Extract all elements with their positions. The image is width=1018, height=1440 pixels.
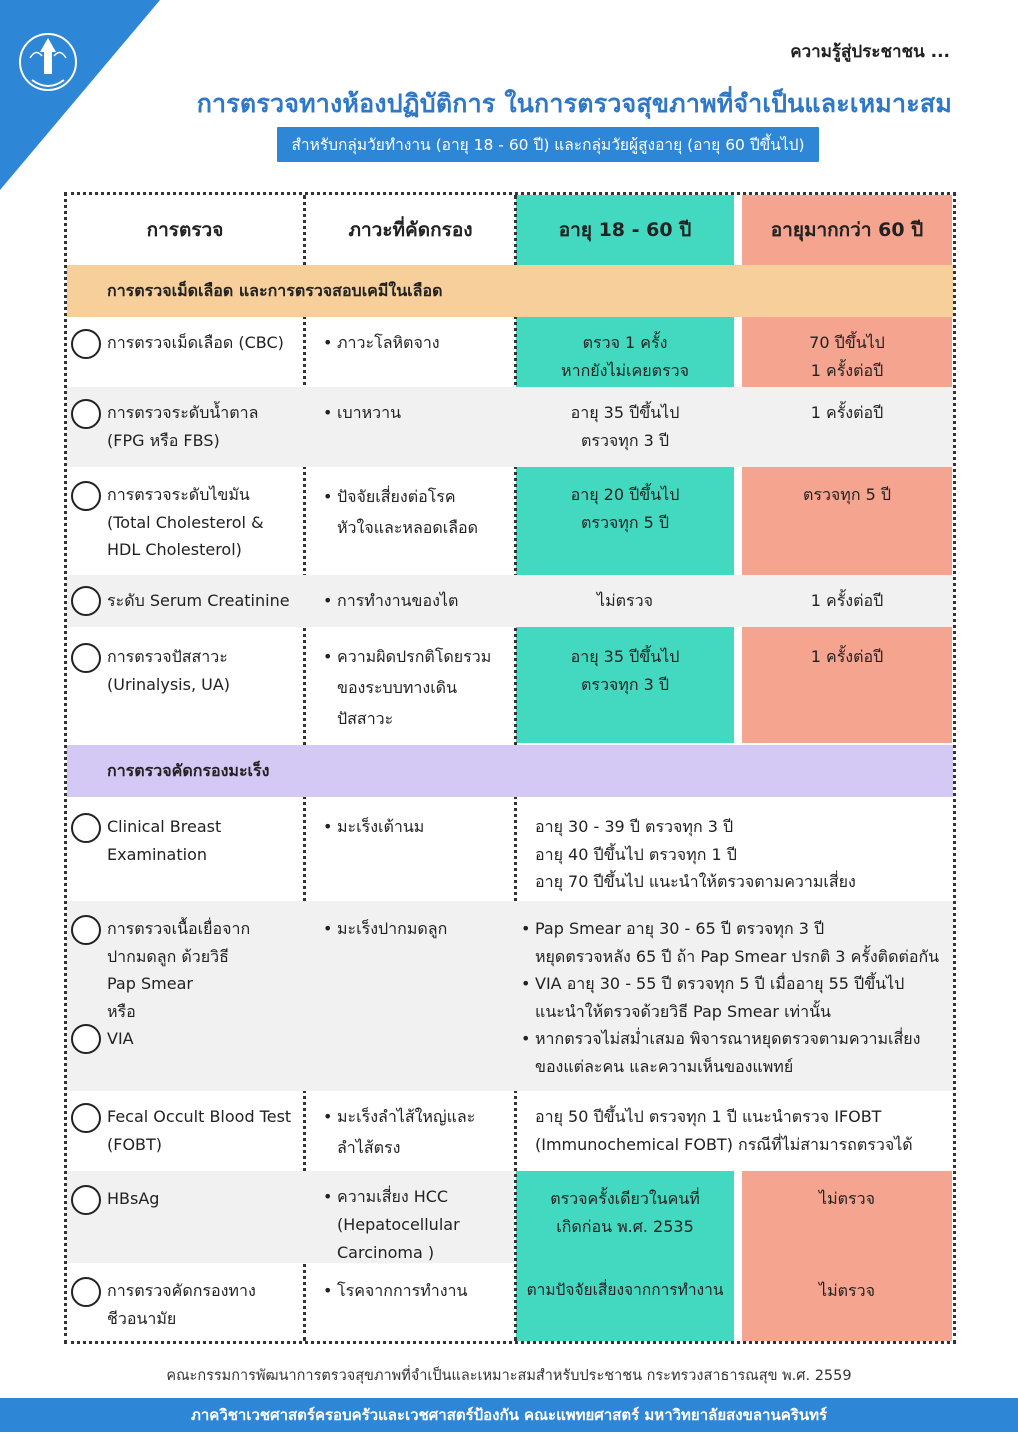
- age-18-60-value: อายุ 35 ปีขึ้นไป ตรวจทุก 3 ปี: [570, 403, 680, 450]
- checkbox-circle-icon[interactable]: [71, 586, 101, 616]
- test-name-via: VIA: [107, 1029, 134, 1048]
- test-name: การตรวจปัสสาวะ (Urinalysis, UA): [107, 647, 231, 694]
- checkbox-circle-icon[interactable]: [71, 329, 101, 359]
- header-test: การตรวจ: [146, 219, 224, 241]
- kicker-text: ความรู้สู่ประชาชน ...: [790, 42, 950, 62]
- age-60-plus-value: ไม่ตรวจ: [819, 1281, 875, 1300]
- age-60-plus-value: ตรวจทุก 5 ปี: [802, 485, 892, 504]
- section-cancer: การตรวจคัดกรองมะเร็ง: [67, 745, 953, 797]
- age-18-60-value: อายุ 20 ปีขึ้นไป ตรวจทุก 5 ปี: [570, 485, 680, 532]
- table-row-breast: [67, 799, 953, 899]
- breast-schedule-text: อายุ 30 - 39 ปี ตรวจทุก 3 ปี อายุ 40 ปีขึ้นไป ตรวจทุก 1 ปี อายุ 70 ปีขึ้นไป แนะนำให้ตรวจตามความเสี่ยง: [535, 817, 856, 891]
- age-18-60-value: อายุ 35 ปีขึ้นไป ตรวจทุก 3 ปี: [570, 647, 680, 694]
- table-row-cervix: [67, 901, 953, 1091]
- test-name: Fecal Occult Blood Test (FOBT): [107, 1107, 292, 1154]
- age-60-plus-value: 70 ปีขึ้นไป 1 ครั้งต่อปี: [809, 333, 885, 380]
- test-name: การตรวจระดับไขมัน (Total Cholesterol & HDL Cholesterol): [107, 485, 264, 559]
- page-title: การตรวจทางห้องปฏิบัติการ ในการตรวจสุขภาพที่จำเป็นและเหมาะสม: [196, 89, 952, 118]
- age-60-plus-value: 1 ครั้งต่อปี: [810, 591, 884, 610]
- section-blood: การตรวจเม็ดเลือด และการตรวจสอบเคมีในเลือด: [67, 265, 953, 317]
- age-60-plus-value: 1 ครั้งต่อปี: [810, 403, 884, 422]
- checkbox-circle-icon[interactable]: [71, 399, 101, 429]
- fobt-schedule-text: อายุ 50 ปีขึ้นไป ตรวจทุก 1 ปี แนะนำตรวจ IFOBT (Immunochemical FOBT) กรณีที่ไม่สามารถตรวจได้: [535, 1107, 913, 1154]
- list-item: • VIA อายุ 30 - 55 ปี ตรวจทุก 5 ปี เมื่ออายุ 55 ปีขึ้นไป แนะนำให้ตรวจด้วยวิธี Pap Smear เท่านั้น: [519, 970, 951, 1025]
- test-name: การตรวจคัดกรองทาง ชีวอนามัย: [107, 1281, 256, 1328]
- condition-text: • ความเสี่ยง HCC (Hepatocellular Carcinoma ): [319, 1183, 514, 1267]
- table-row-lipid: [67, 469, 953, 573]
- table-row-fobt: [67, 1093, 953, 1169]
- cervix-schedule-list: [519, 915, 951, 1080]
- age-60-plus-value: ไม่ตรวจ: [819, 1189, 875, 1208]
- condition-text: • เบาหวาน: [319, 397, 514, 428]
- condition-text: • โรคจากการทำงาน: [319, 1275, 514, 1306]
- test-name: HBsAg: [107, 1189, 160, 1208]
- header-age-60-plus: อายุมากกว่า 60 ปี: [770, 219, 924, 241]
- table-row-sugar: [67, 387, 953, 467]
- checkbox-circle-icon[interactable]: [71, 481, 101, 511]
- age-18-60-value: ไม่ตรวจ: [597, 591, 653, 610]
- footer-source-note: คณะกรรมการพัฒนาการตรวจสุขภาพที่จำเป็นและเหมาะสมสำหรับประชาชน กระทรวงสาธารณสุข พ.ศ. 2559: [166, 1368, 852, 1384]
- checkbox-circle-icon[interactable]: [71, 1024, 101, 1054]
- test-name: การตรวจระดับน้ำตาล (FPG หรือ FBS): [107, 403, 259, 450]
- list-item: • หากตรวจไม่สม่ำเสมอ พิจารณาหยุดตรวจตามความเสี่ยง ของแต่ละคน และความเห็นของแพทย์: [519, 1025, 951, 1080]
- condition-text: • ปัจจัยเสี่ยงต่อโรค หัวใจและหลอดเลือด: [319, 481, 514, 543]
- checkbox-circle-icon[interactable]: [71, 1277, 101, 1307]
- table-row-hbsag: [67, 1171, 953, 1263]
- table-row-creatinine: [67, 575, 953, 627]
- header-age-18-60: อายุ 18 - 60 ปี: [558, 219, 692, 241]
- test-name: ระดับ Serum Creatinine: [107, 591, 290, 610]
- table-row-urine: [67, 629, 953, 743]
- subtitle-wrap: [0, 127, 1018, 162]
- condition-text: • มะเร็งปากมดลูก: [319, 913, 514, 944]
- age-60-plus-value: 1 ครั้งต่อปี: [810, 647, 884, 666]
- age-18-60-value: ตามปัจจัยเสี่ยงจากการทำงาน: [526, 1281, 724, 1299]
- header-condition: ภาวะที่คัดกรอง: [348, 219, 473, 241]
- list-item: • Pap Smear อายุ 30 - 65 ปี ตรวจทุก 3 ปี หยุดตรวจหลัง 65 ปี ถ้า Pap Smear ปรกติ 3 ครั้งติดต่อกัน: [519, 915, 951, 970]
- table-row-occupational: [67, 1265, 953, 1341]
- checkbox-circle-icon[interactable]: [71, 813, 101, 843]
- condition-text: • มะเร็งเต้านม: [319, 811, 514, 842]
- screening-table: [64, 192, 956, 1344]
- checkbox-circle-icon[interactable]: [71, 1185, 101, 1215]
- condition-text: • การทำงานของไต: [319, 585, 514, 616]
- condition-text: • ภาวะโลหิตจาง: [319, 327, 514, 358]
- checkbox-circle-icon[interactable]: [71, 1103, 101, 1133]
- checkbox-circle-icon[interactable]: [71, 915, 101, 945]
- table-row-cbc: [67, 317, 953, 385]
- age-18-60-value: ตรวจครั้งเดียวในคนที่ เกิดก่อน พ.ศ. 2535: [550, 1189, 700, 1236]
- test-name: การตรวจเนื้อเยื่อจาก ปากมดลูก ด้วยวิธี Pap Smear หรือ: [107, 919, 251, 1021]
- footer-department-bar: ภาควิชาเวชศาสตร์ครอบครัวและเวชศาสตร์ป้องกัน คณะแพทยศาสตร์ มหาวิทยาลัยสงขลานครินทร์: [0, 1398, 1018, 1432]
- checkbox-circle-icon[interactable]: [71, 643, 101, 673]
- condition-text: • ความผิดปรกติโดยรวม ของระบบทางเดิน ปัสสาวะ: [319, 641, 514, 734]
- test-name: Clinical Breast Examination: [107, 817, 222, 864]
- condition-text: • มะเร็งลำไส้ใหญ่และ ลำไส้ตรง: [319, 1101, 514, 1163]
- test-name: การตรวจเม็ดเลือด (CBC): [107, 333, 284, 352]
- subtitle-badge: สำหรับกลุ่มวัยทำงาน (อายุ 18 - 60 ปี) และกลุ่มวัยผู้สูงอายุ (อายุ 60 ปีขึ้นไป): [277, 127, 818, 162]
- age-18-60-value: ตรวจ 1 ครั้ง หากยังไม่เคยตรวจ: [561, 333, 689, 380]
